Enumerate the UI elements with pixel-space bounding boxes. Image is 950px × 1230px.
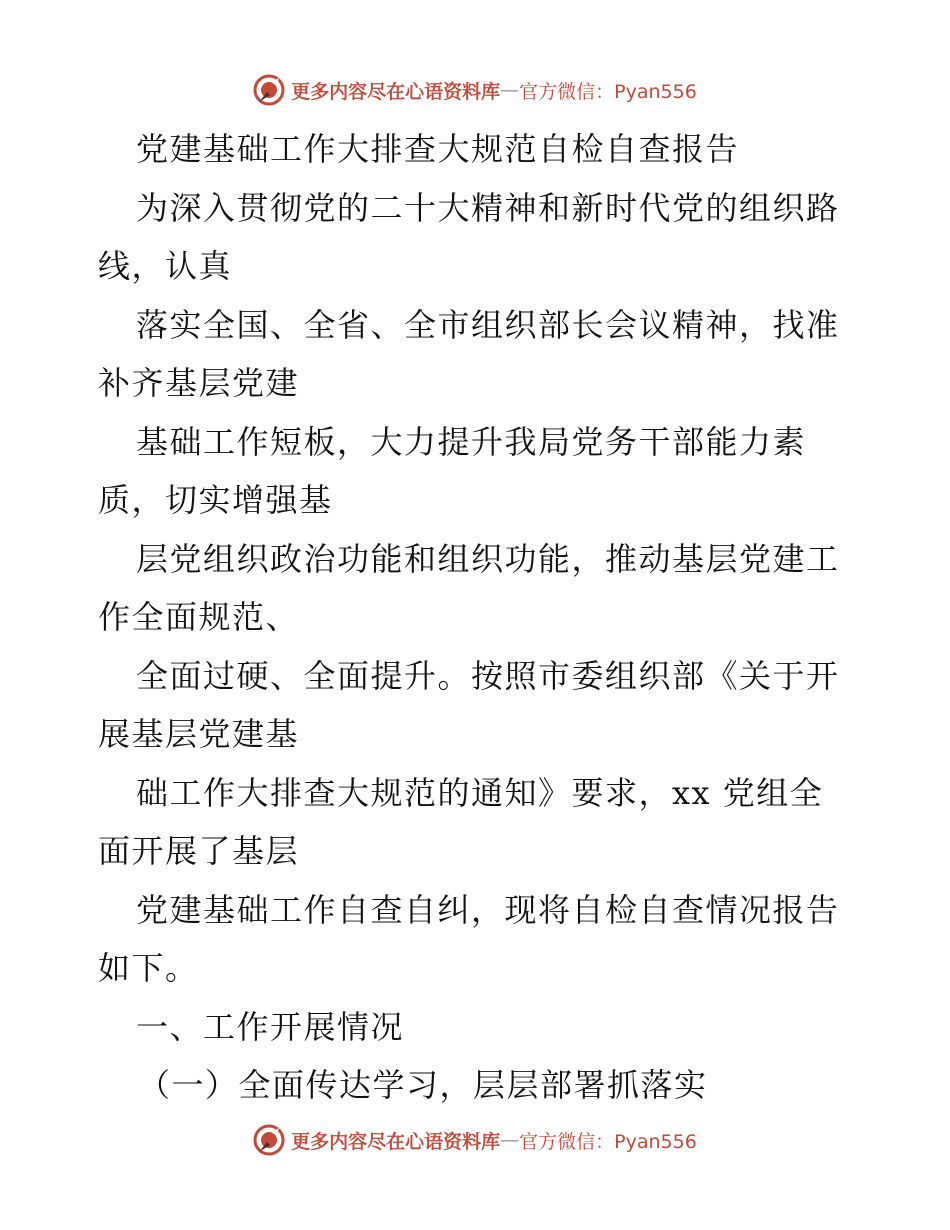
section-heading: 一、工作开展情况 <box>136 1007 405 1046</box>
watermark-account: 官方微信：Pyan556 <box>519 1130 697 1153</box>
doc-line: 展基层党建基 <box>98 715 300 753</box>
document-body <box>98 120 858 1115</box>
doc-line: 如下。 <box>98 949 199 987</box>
footer-watermark <box>0 1120 950 1160</box>
header-watermark <box>0 70 950 110</box>
doc-line: 落实全国、全省、全市组织部长会议精神，找准 <box>136 305 840 344</box>
watermark-separator: — <box>500 1129 520 1151</box>
doc-line: 础工作大排查大规范的通知》要求，xx 党组全 <box>136 773 824 812</box>
doc-title: 党建基础工作大排查大规范自检自查报告 <box>136 130 740 168</box>
watermark-separator: — <box>500 79 520 101</box>
doc-line: 线，认真 <box>98 247 233 285</box>
doc-line: 面开展了基层 <box>98 832 300 870</box>
subsection-heading: （一）全面传达学习，层层部署抓落实 <box>138 1066 708 1104</box>
watermark-text: 更多内容尽在心语资料库 <box>291 1130 501 1153</box>
pen-logo-icon <box>253 74 285 106</box>
doc-line: 补齐基层党建 <box>98 364 300 402</box>
watermark-account: 官方微信：Pyan556 <box>519 80 697 103</box>
doc-line: 层党组织政治功能和组织功能，推动基层党建工 <box>136 539 840 578</box>
doc-line: 质，切实增强基 <box>98 481 333 519</box>
watermark-text: 更多内容尽在心语资料库 <box>291 80 501 103</box>
doc-line: 作全面规范、 <box>98 598 300 636</box>
doc-line: 基础工作短板，大力提升我局党务干部能力素 <box>136 422 807 461</box>
doc-line: 为深入贯彻党的二十大精神和新时代党的组织路 <box>136 188 840 227</box>
pen-logo-icon <box>253 1124 285 1156</box>
doc-line: 全面过硬、全面提升。按照市委组织部《关于开 <box>136 656 840 695</box>
doc-line: 党建基础工作自查自纠，现将自检自查情况报告 <box>136 890 840 929</box>
